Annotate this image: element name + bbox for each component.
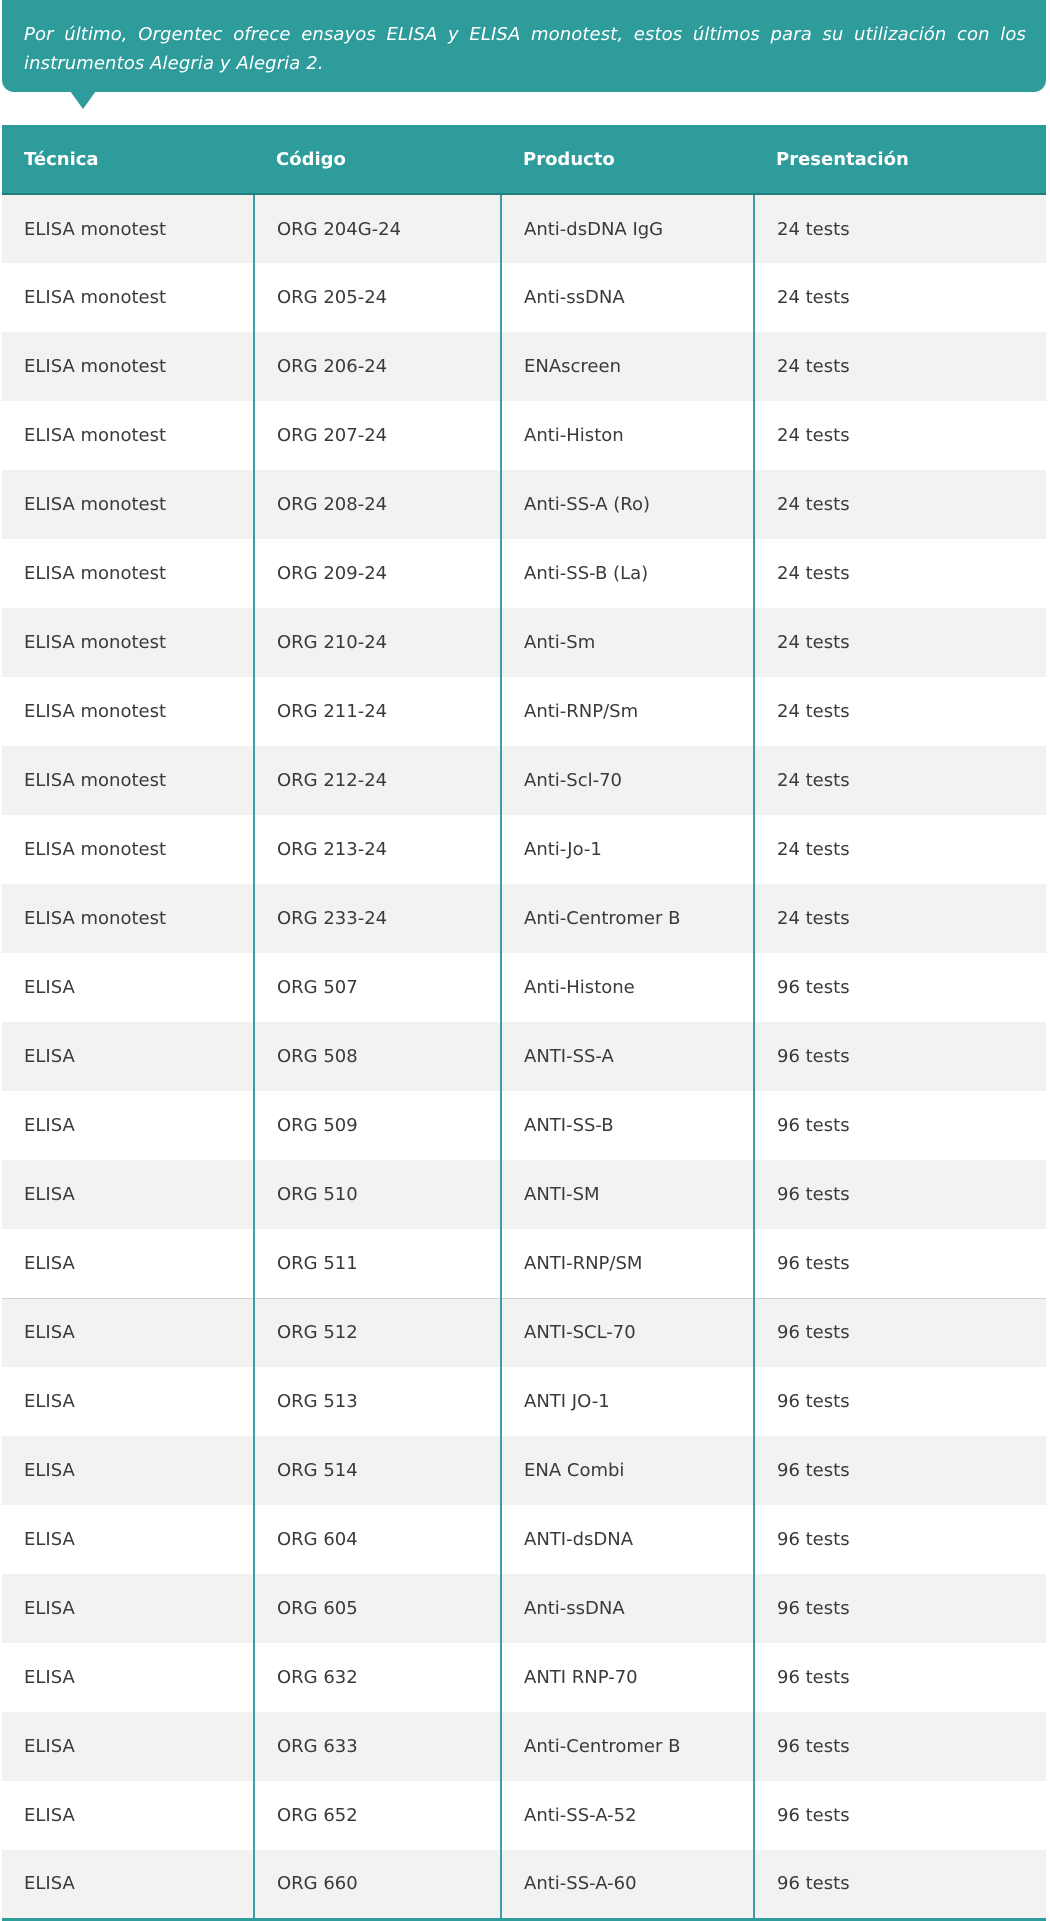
cell-producto: ANTI RNP-70 (501, 1643, 754, 1712)
cell-tecnica: ELISA monotest (2, 815, 254, 884)
cell-tecnica: ELISA monotest (2, 401, 254, 470)
cell-codigo: ORG 604 (254, 1505, 501, 1574)
cell-codigo: ORG 510 (254, 1160, 501, 1229)
header-tecnica: Técnica (2, 125, 254, 194)
cell-presentacion: 24 tests (754, 884, 1046, 953)
cell-codigo: ORG 514 (254, 1436, 501, 1505)
cell-producto: Anti-Histon (501, 401, 754, 470)
cell-producto: Anti-Jo-1 (501, 815, 754, 884)
cell-producto: ANTI-SCL-70 (501, 1298, 754, 1367)
callout-pointer (70, 91, 96, 109)
table-row (2, 1022, 1046, 1091)
table-row (2, 1229, 1046, 1298)
cell-codigo: ORG 210-24 (254, 608, 501, 677)
table-header-row (2, 125, 1046, 194)
cell-tecnica: ELISA (2, 1229, 254, 1298)
table-row (2, 608, 1046, 677)
cell-codigo: ORG 660 (254, 1850, 501, 1919)
cell-presentacion: 96 tests (754, 1436, 1046, 1505)
table-row (2, 1850, 1046, 1919)
table-row (2, 539, 1046, 608)
cell-codigo: ORG 605 (254, 1574, 501, 1643)
cell-producto: Anti-SS-A (Ro) (501, 470, 754, 539)
cell-producto: Anti-ssDNA (501, 263, 754, 332)
table-row (2, 263, 1046, 332)
cell-tecnica: ELISA monotest (2, 263, 254, 332)
cell-presentacion: 96 tests (754, 1781, 1046, 1850)
cell-presentacion: 24 tests (754, 332, 1046, 401)
table-row (2, 884, 1046, 953)
cell-presentacion: 96 tests (754, 1850, 1046, 1919)
cell-producto: ANTI-SS-A (501, 1022, 754, 1091)
cell-producto: Anti-SS-B (La) (501, 539, 754, 608)
cell-codigo: ORG 512 (254, 1298, 501, 1367)
table-row (2, 1643, 1046, 1712)
cell-codigo: ORG 204G-24 (254, 194, 501, 263)
table-body (2, 194, 1046, 1919)
cell-codigo: ORG 508 (254, 1022, 501, 1091)
table-row (2, 1367, 1046, 1436)
cell-codigo: ORG 209-24 (254, 539, 501, 608)
table-row (2, 1574, 1046, 1643)
table-row (2, 1712, 1046, 1781)
cell-presentacion: 96 tests (754, 1160, 1046, 1229)
cell-tecnica: ELISA (2, 1574, 254, 1643)
cell-codigo: ORG 208-24 (254, 470, 501, 539)
cell-presentacion: 24 tests (754, 539, 1046, 608)
cell-presentacion: 96 tests (754, 953, 1046, 1022)
cell-codigo: ORG 212-24 (254, 746, 501, 815)
cell-tecnica: ELISA monotest (2, 194, 254, 263)
cell-producto: Anti-Sm (501, 608, 754, 677)
table-row (2, 746, 1046, 815)
products-table-container (2, 125, 1046, 1921)
cell-codigo: ORG 213-24 (254, 815, 501, 884)
cell-presentacion: 96 tests (754, 1643, 1046, 1712)
cell-producto: ANTI JO-1 (501, 1367, 754, 1436)
cell-codigo: ORG 207-24 (254, 401, 501, 470)
cell-producto: ENAscreen (501, 332, 754, 401)
cell-tecnica: ELISA monotest (2, 332, 254, 401)
cell-producto: Anti-dsDNA IgG (501, 194, 754, 263)
table-row (2, 1091, 1046, 1160)
table-row (2, 1781, 1046, 1850)
cell-tecnica: ELISA (2, 1022, 254, 1091)
cell-tecnica: ELISA (2, 1160, 254, 1229)
table-row (2, 470, 1046, 539)
products-table (2, 125, 1046, 1921)
table-row (2, 677, 1046, 746)
cell-codigo: ORG 513 (254, 1367, 501, 1436)
cell-producto: ENA Combi (501, 1436, 754, 1505)
cell-tecnica: ELISA (2, 1091, 254, 1160)
cell-presentacion: 24 tests (754, 608, 1046, 677)
cell-producto: Anti-Centromer B (501, 884, 754, 953)
cell-codigo: ORG 511 (254, 1229, 501, 1298)
cell-tecnica: ELISA (2, 1850, 254, 1919)
header-codigo: Código (254, 125, 501, 194)
cell-tecnica: ELISA (2, 1505, 254, 1574)
cell-producto: Anti-Centromer B (501, 1712, 754, 1781)
table-row (2, 332, 1046, 401)
cell-codigo: ORG 632 (254, 1643, 501, 1712)
table-row (2, 1298, 1046, 1367)
cell-codigo: ORG 205-24 (254, 263, 501, 332)
header-producto: Producto (501, 125, 754, 194)
cell-presentacion: 24 tests (754, 263, 1046, 332)
intro-text: Por último, Orgentec ofrece ensayos ELISA y ELISA monotest, estos últimos para su utilización con los instrumentos Alegria y Alegria 2. (24, 24, 1026, 74)
cell-codigo: ORG 652 (254, 1781, 501, 1850)
intro-callout (2, 0, 1046, 92)
cell-producto: ANTI-SM (501, 1160, 754, 1229)
cell-codigo: ORG 507 (254, 953, 501, 1022)
cell-presentacion: 24 tests (754, 194, 1046, 263)
cell-tecnica: ELISA (2, 953, 254, 1022)
cell-producto: Anti-ssDNA (501, 1574, 754, 1643)
table-row (2, 815, 1046, 884)
cell-presentacion: 24 tests (754, 470, 1046, 539)
table-row (2, 1160, 1046, 1229)
cell-codigo: ORG 211-24 (254, 677, 501, 746)
cell-presentacion: 96 tests (754, 1229, 1046, 1298)
cell-tecnica: ELISA monotest (2, 608, 254, 677)
cell-producto: Anti-SS-A-52 (501, 1781, 754, 1850)
table-row (2, 1505, 1046, 1574)
cell-presentacion: 96 tests (754, 1574, 1046, 1643)
cell-producto: Anti-Scl-70 (501, 746, 754, 815)
cell-codigo: ORG 509 (254, 1091, 501, 1160)
cell-presentacion: 96 tests (754, 1712, 1046, 1781)
header-presentacion: Presentación (754, 125, 1046, 194)
cell-tecnica: ELISA monotest (2, 539, 254, 608)
cell-tecnica: ELISA (2, 1643, 254, 1712)
cell-presentacion: 96 tests (754, 1298, 1046, 1367)
cell-producto: Anti-SS-A-60 (501, 1850, 754, 1919)
cell-tecnica: ELISA (2, 1436, 254, 1505)
table-row (2, 1436, 1046, 1505)
cell-presentacion: 24 tests (754, 401, 1046, 470)
cell-presentacion: 96 tests (754, 1091, 1046, 1160)
cell-producto: ANTI-dsDNA (501, 1505, 754, 1574)
cell-presentacion: 24 tests (754, 815, 1046, 884)
cell-tecnica: ELISA monotest (2, 746, 254, 815)
cell-tecnica: ELISA monotest (2, 884, 254, 953)
cell-presentacion: 24 tests (754, 746, 1046, 815)
cell-producto: Anti-RNP/Sm (501, 677, 754, 746)
cell-presentacion: 24 tests (754, 677, 1046, 746)
cell-producto: Anti-Histone (501, 953, 754, 1022)
cell-tecnica: ELISA (2, 1712, 254, 1781)
cell-tecnica: ELISA (2, 1367, 254, 1436)
cell-producto: ANTI-RNP/SM (501, 1229, 754, 1298)
cell-codigo: ORG 233-24 (254, 884, 501, 953)
cell-tecnica: ELISA monotest (2, 677, 254, 746)
cell-producto: ANTI-SS-B (501, 1091, 754, 1160)
table-row (2, 194, 1046, 263)
cell-codigo: ORG 633 (254, 1712, 501, 1781)
cell-tecnica: ELISA (2, 1781, 254, 1850)
cell-presentacion: 96 tests (754, 1022, 1046, 1091)
cell-codigo: ORG 206-24 (254, 332, 501, 401)
table-row (2, 401, 1046, 470)
cell-tecnica: ELISA monotest (2, 470, 254, 539)
cell-presentacion: 96 tests (754, 1505, 1046, 1574)
table-row (2, 953, 1046, 1022)
cell-presentacion: 96 tests (754, 1367, 1046, 1436)
cell-tecnica: ELISA (2, 1298, 254, 1367)
